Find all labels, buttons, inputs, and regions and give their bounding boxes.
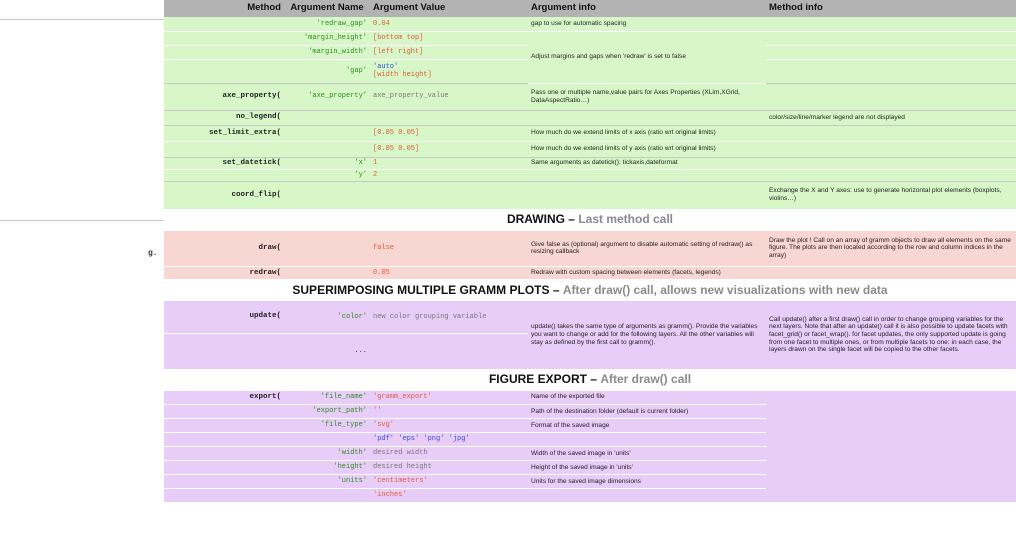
table-row: set_datetick( 'x' 1 Same arguments as datetick(): tickaxis,dateformat — [164, 157, 1016, 169]
side-marker: g. — [148, 249, 158, 258]
table-row: ... — [164, 333, 1016, 369]
table-row: 'units' 'centimeters' Units for the saved image dimensions — [164, 475, 1016, 489]
table-row: redraw( 0.05 Redraw with custom spacing between elements (facets, legends) — [164, 267, 1016, 280]
table-row: 'pdf' 'eps' 'png' 'jpg' — [164, 433, 1016, 447]
col-argument-value: Argument Value — [370, 0, 528, 17]
table-row: 'export_path' '' Path of the destination folder (default is current folder) — [164, 405, 1016, 419]
table-row: [0.05 0.05] How much do we extend limits of y axis (ratio wrt original limits) — [164, 141, 1016, 157]
table-row: 'y' 2 — [164, 169, 1016, 181]
table-row: 'width' desired width Width of the saved image in 'units' — [164, 447, 1016, 461]
table-header — [164, 0, 1016, 17]
section-header: FIGURE EXPORT – After draw() call — [164, 369, 1016, 391]
col-argument-info: Argument info — [528, 0, 766, 17]
table-row: 'inches' — [164, 489, 1016, 503]
section-header: SUPERIMPOSING MULTIPLE GRAMM PLOTS – After draw() call, allows new visualizations with new data — [164, 280, 1016, 302]
table-row: set_limit_extra( [0.05 0.05] How much do we extend limits of x axis (ratio wrt original limits) — [164, 125, 1016, 141]
table-row: 'margin_height' [bottom top] Adjust margins and gaps when 'redraw' is set to false — [164, 31, 1016, 45]
table-row: 'height' desired height Height of the saved image in 'units' — [164, 461, 1016, 475]
table-row: no_legend( color/size/line/marker legend are not displayed — [164, 110, 1016, 125]
table-row: 'file_type' 'svg' Format of the saved image — [164, 419, 1016, 433]
table-row: coord_flip( Exchange the X and Y axes: use to generate horizontal plot elements (boxplots, violins…) — [164, 181, 1016, 209]
divider — [0, 220, 164, 221]
table-row: 'margin_width' [left right] — [164, 45, 1016, 59]
table-row: 'gap' 'auto' [width height] — [164, 59, 1016, 83]
table-row: axe_property( 'axe_property' axe_property_value Pass one or multiple name,value pairs for Axes Properties (XLim,XGrid, DataAspectRatio…) — [164, 83, 1016, 110]
table-row: 'redraw_gap' 0.04 gap to use for automatic spacing — [164, 17, 1016, 31]
col-argument-name: Argument Name — [284, 0, 370, 17]
table-row: export( 'file_name' 'gramm_export' Name of the exported file — [164, 391, 1016, 405]
table-row: draw( false Give false as (optional) argument to disable automatic setting of redraw() as resizing callback Draw the plot ! Call on an array of gramm objects to draw all elements on the same figure. The plots are then located according to the row and column indices in the array) — [164, 231, 1016, 267]
divider — [0, 19, 164, 20]
section-header: DRAWING – Last method call — [164, 209, 1016, 231]
reference-table — [164, 0, 1016, 503]
col-method: Method — [164, 0, 284, 17]
col-method-info: Method info — [766, 0, 1016, 17]
table-row: update( 'color' new color grouping variable update() takes the same type of arguments as gramm(). Provide the variables you want to change or add for the following layers. All the other variables will stay as defined by the first call to gramm(). Call update() after a first draw() call in order to change grouping variables for the next layers. Note that after an update() call it is also possible to update facets with facet_grid() or facet_wrap(). for facet updates, the only supported update is going from one facet to multiple ones, or from multiple facets to one: in each case, the layers drawn on the single facet will be copied to the other facets. — [164, 301, 1016, 333]
